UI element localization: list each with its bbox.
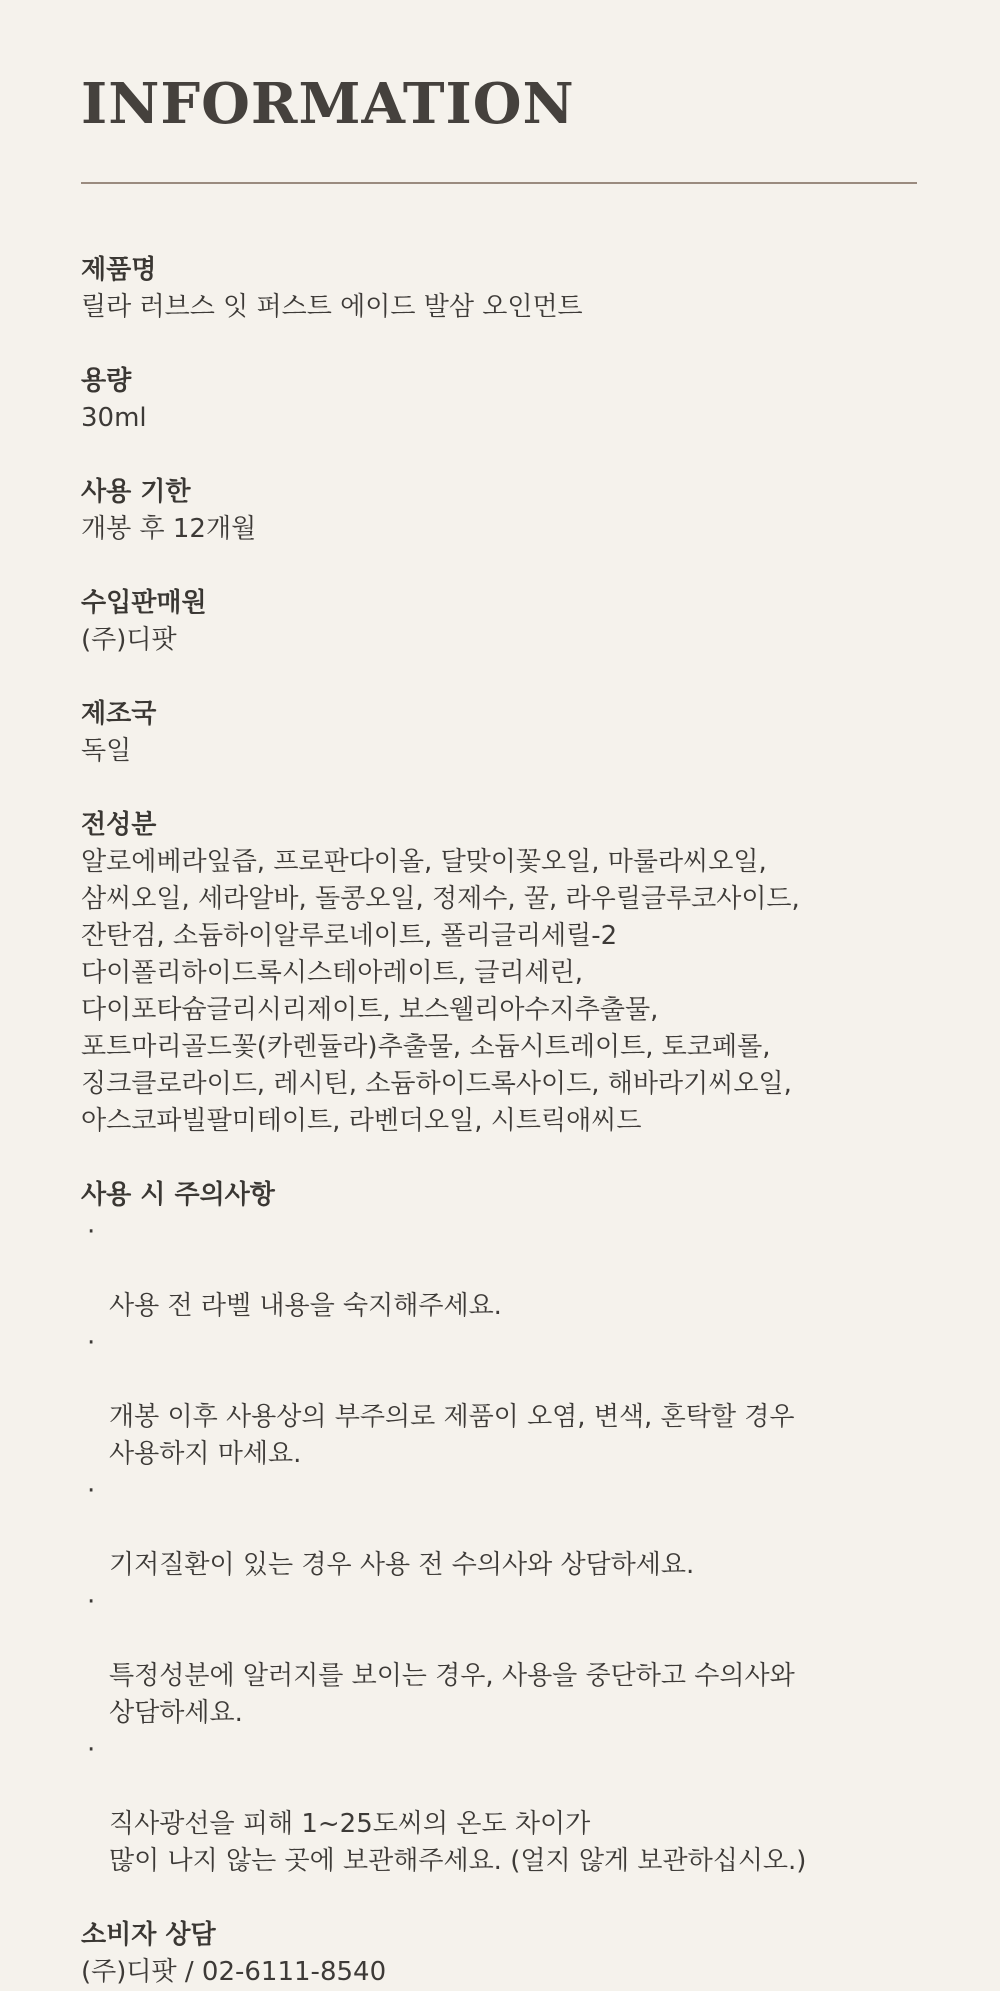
ingredients-list (81, 844, 941, 1140)
caution-item (81, 1584, 941, 1732)
consult-section (81, 1917, 941, 1991)
caution-text: 직사광선을 피해 1~25도씨의 온도 차이가 많이 나지 않는 곳에 보관해주세요. (얼지 않게 보관하십시오.) (109, 1809, 807, 1876)
expiry-value: 개봉 후 12개월 (81, 514, 257, 544)
ingredients-line: 다이포타슘글리시리제이트, 보스웰리아수지추출물, (81, 995, 659, 1025)
product-name-section (81, 252, 941, 326)
caution-item (81, 1473, 941, 1584)
consult-value: (주)디팟 / 02-6111-8540 (81, 1957, 387, 1987)
caution-label: 사용 시 주의사항 (81, 1180, 275, 1210)
caution-text: 특정성분에 알러지를 보이는 경우, 사용을 중단하고 수의사와 상담하세요. (109, 1661, 795, 1728)
info-sections (81, 252, 941, 1991)
ingredients-line: 다이폴리하이드록시스테아레이트, 글리세린, (81, 958, 583, 988)
caution-item (81, 1325, 941, 1473)
capacity-section (81, 363, 941, 437)
expiry-section (81, 474, 941, 548)
origin-section (81, 696, 941, 770)
ingredients-section (81, 807, 941, 1140)
expiry-label: 사용 기한 (81, 477, 191, 507)
importer-value: (주)디팟 (81, 625, 177, 655)
title-divider (81, 182, 917, 184)
ingredients-line: 징크클로라이드, 레시틴, 소듐하이드록사이드, 해바라기씨오일, (81, 1069, 792, 1099)
caution-item (81, 1732, 941, 1880)
ingredients-line: 아스코파빌팔미테이트, 라벤더오일, 시트릭애씨드 (81, 1106, 642, 1136)
page-title: INFORMATION (81, 71, 575, 137)
capacity-value: 30ml (81, 403, 147, 433)
origin-label: 제조국 (81, 699, 157, 729)
bullet-dot: · (87, 1476, 96, 1506)
ingredients-line: 잔탄검, 소듐하이알루로네이트, 폴리글리세릴-2 (81, 921, 618, 951)
bullet-dot: · (87, 1735, 96, 1765)
ingredients-label: 전성분 (81, 810, 157, 840)
bullet-dot: · (87, 1328, 96, 1358)
product-name-label: 제품명 (81, 255, 157, 285)
caution-item (81, 1214, 941, 1325)
bullet-dot: · (87, 1217, 96, 1247)
caution-text: 사용 전 라벨 내용을 숙지해주세요. (109, 1291, 502, 1321)
consult-label: 소비자 상담 (81, 1920, 216, 1950)
caution-text: 개봉 이후 사용상의 부주의로 제품이 오염, 변색, 혼탁할 경우 사용하지 마세요. (109, 1402, 795, 1469)
caution-section (81, 1177, 941, 1880)
capacity-label: 용량 (81, 366, 132, 396)
ingredients-line: 삼씨오일, 세라알바, 돌콩오일, 정제수, 꿀, 라우릴글루코사이드, (81, 884, 800, 914)
caution-list (81, 1214, 941, 1880)
importer-section (81, 585, 941, 659)
origin-value: 독일 (81, 736, 132, 766)
ingredients-line: 포트마리골드꽃(카렌듈라)추출물, 소듐시트레이트, 토코페롤, (81, 1032, 771, 1062)
ingredients-line: 알로에베라잎즙, 프로판다이올, 달맞이꽃오일, 마룰라씨오일, (81, 847, 767, 877)
bullet-dot: · (87, 1587, 96, 1617)
caution-text: 기저질환이 있는 경우 사용 전 수의사와 상담하세요. (109, 1550, 695, 1580)
product-name-value: 릴라 러브스 잇 퍼스트 에이드 발삼 오인먼트 (81, 292, 583, 322)
importer-label: 수입판매원 (81, 588, 207, 618)
